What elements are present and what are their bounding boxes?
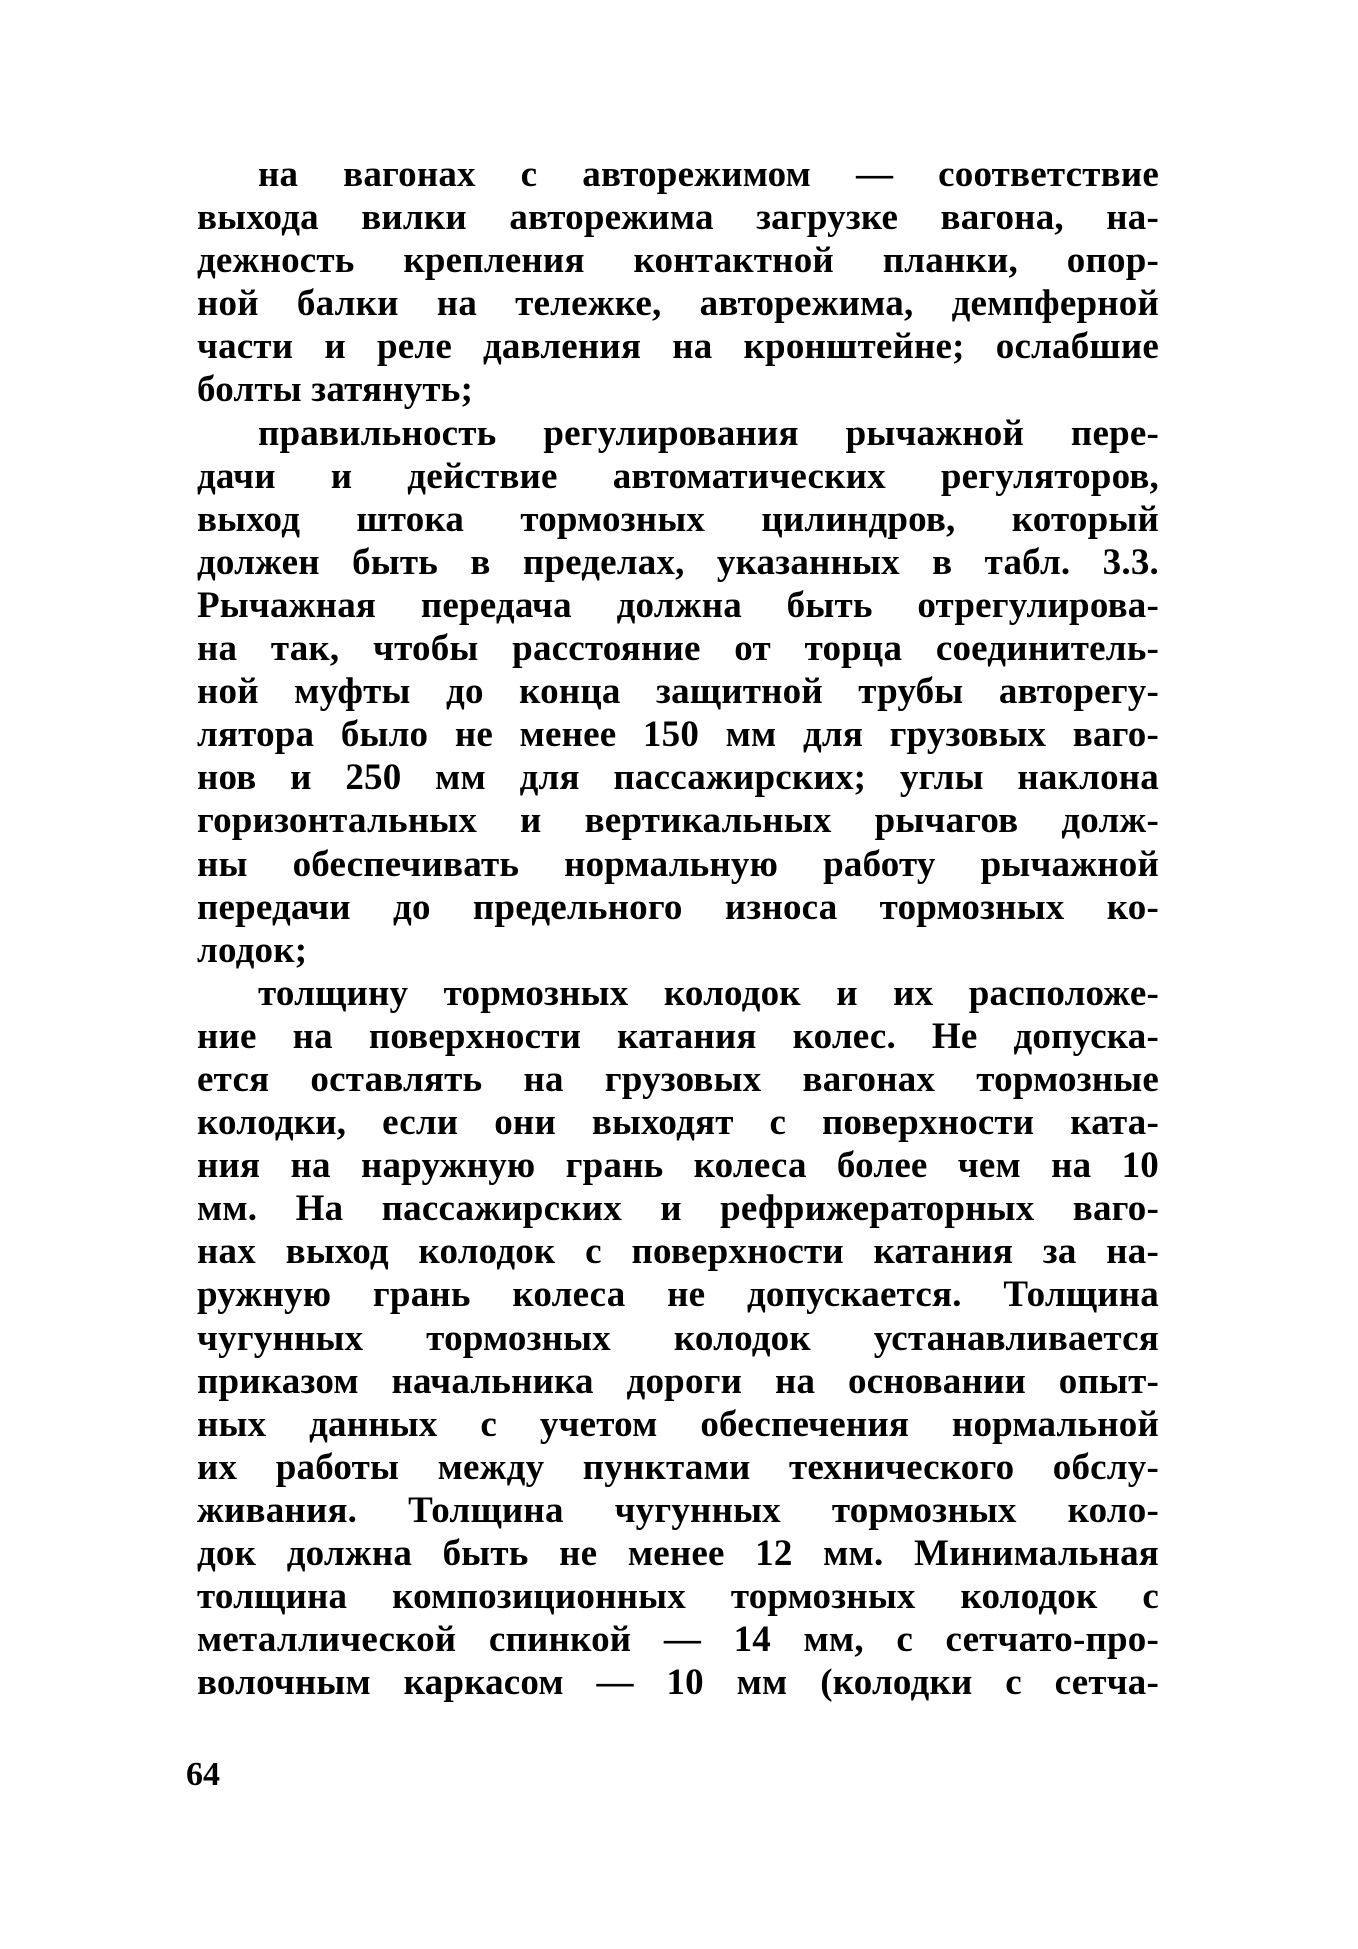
page-number: 64 xyxy=(186,1756,220,1793)
text-line: ружную грань колеса не допускается. Толщина xyxy=(197,1274,1159,1316)
text-line: передачи до предельного износа тормозных ко- xyxy=(197,886,1159,928)
text-line: дачи и действие автоматических регуляторов, xyxy=(197,455,1159,497)
text-line: док должна быть не менее 12 мм. Минимальная xyxy=(197,1533,1159,1574)
text-line: ны обеспечивать нормальную работу рычажной xyxy=(197,843,1159,885)
paragraph-lever-transmission xyxy=(197,412,1159,972)
text-line: болты затянуть; xyxy=(197,369,474,411)
text-line: их работы между пунктами технического обслу- xyxy=(197,1446,1159,1488)
text-line: ния на наружную грань колеса более чем на 10 xyxy=(197,1145,1159,1187)
text-line: чугунных тормозных колодок устанавливается xyxy=(197,1317,1159,1359)
text-line: толщину тормозных колодок и их расположе- xyxy=(258,972,1159,1014)
text-line: Рычажная передача должна быть отрегулирова- xyxy=(197,584,1159,626)
text-line: на так, чтобы расстояние от торца соединитель- xyxy=(197,628,1159,670)
text-line: ние на поверхности катания колес. Не допуска- xyxy=(197,1015,1159,1057)
text-line: правильность регулирования рычажной пере- xyxy=(258,412,1159,454)
text-line: волочным каркасом — 10 мм (колодки с сетча- xyxy=(197,1662,1159,1704)
text-line: лодок; xyxy=(197,929,308,971)
body-text xyxy=(197,153,1159,1704)
text-line: колодки, если они выходят с поверхности ката- xyxy=(197,1102,1159,1144)
text-line: должен быть в пределах, указанных в табл. 3.3. xyxy=(197,541,1159,583)
text-line: нов и 250 мм для пассажирских; углы наклона xyxy=(197,757,1159,799)
text-line: на вагонах с авторежимом — соответствие xyxy=(258,154,1159,195)
text-line: ной балки на тележке, авторежима, демпферной xyxy=(197,283,1159,325)
text-line: ных данных с учетом обеспечения нормальной xyxy=(197,1403,1159,1445)
text-line: нах выход колодок с поверхности катания за на- xyxy=(197,1231,1159,1273)
text-line: толщина композиционных тормозных колодок с xyxy=(197,1576,1159,1618)
text-line: горизонтальных и вертикальных рычагов долж- xyxy=(197,800,1159,842)
text-line: выхода вилки авторежима загрузке вагона, на- xyxy=(197,197,1159,239)
paragraph-brake-shoe-thickness xyxy=(197,972,1159,1705)
text-line: мм. На пассажирских и рефрижераторных ваго- xyxy=(197,1188,1159,1230)
text-line: ется оставлять на грузовых вагонах тормозные xyxy=(197,1058,1159,1100)
text-line: приказом начальника дороги на основании опыт- xyxy=(197,1360,1159,1402)
paragraph-autoregime-check xyxy=(197,153,1159,412)
text-line: лятора было не менее 150 мм для грузовых ваго- xyxy=(197,714,1159,756)
text-line: выход штока тормозных цилиндров, который xyxy=(197,498,1159,540)
text-line: металлической спинкой — 14 мм, с сетчато-про- xyxy=(197,1619,1159,1661)
text-line: ной муфты до конца защитной трубы авторегу- xyxy=(197,671,1159,713)
text-line: дежность крепления контактной планки, опор- xyxy=(197,240,1159,282)
text-line: части и реле давления на кронштейне; ослабшие xyxy=(197,326,1159,368)
text-line: живания. Толщина чугунных тормозных коло- xyxy=(197,1489,1159,1531)
